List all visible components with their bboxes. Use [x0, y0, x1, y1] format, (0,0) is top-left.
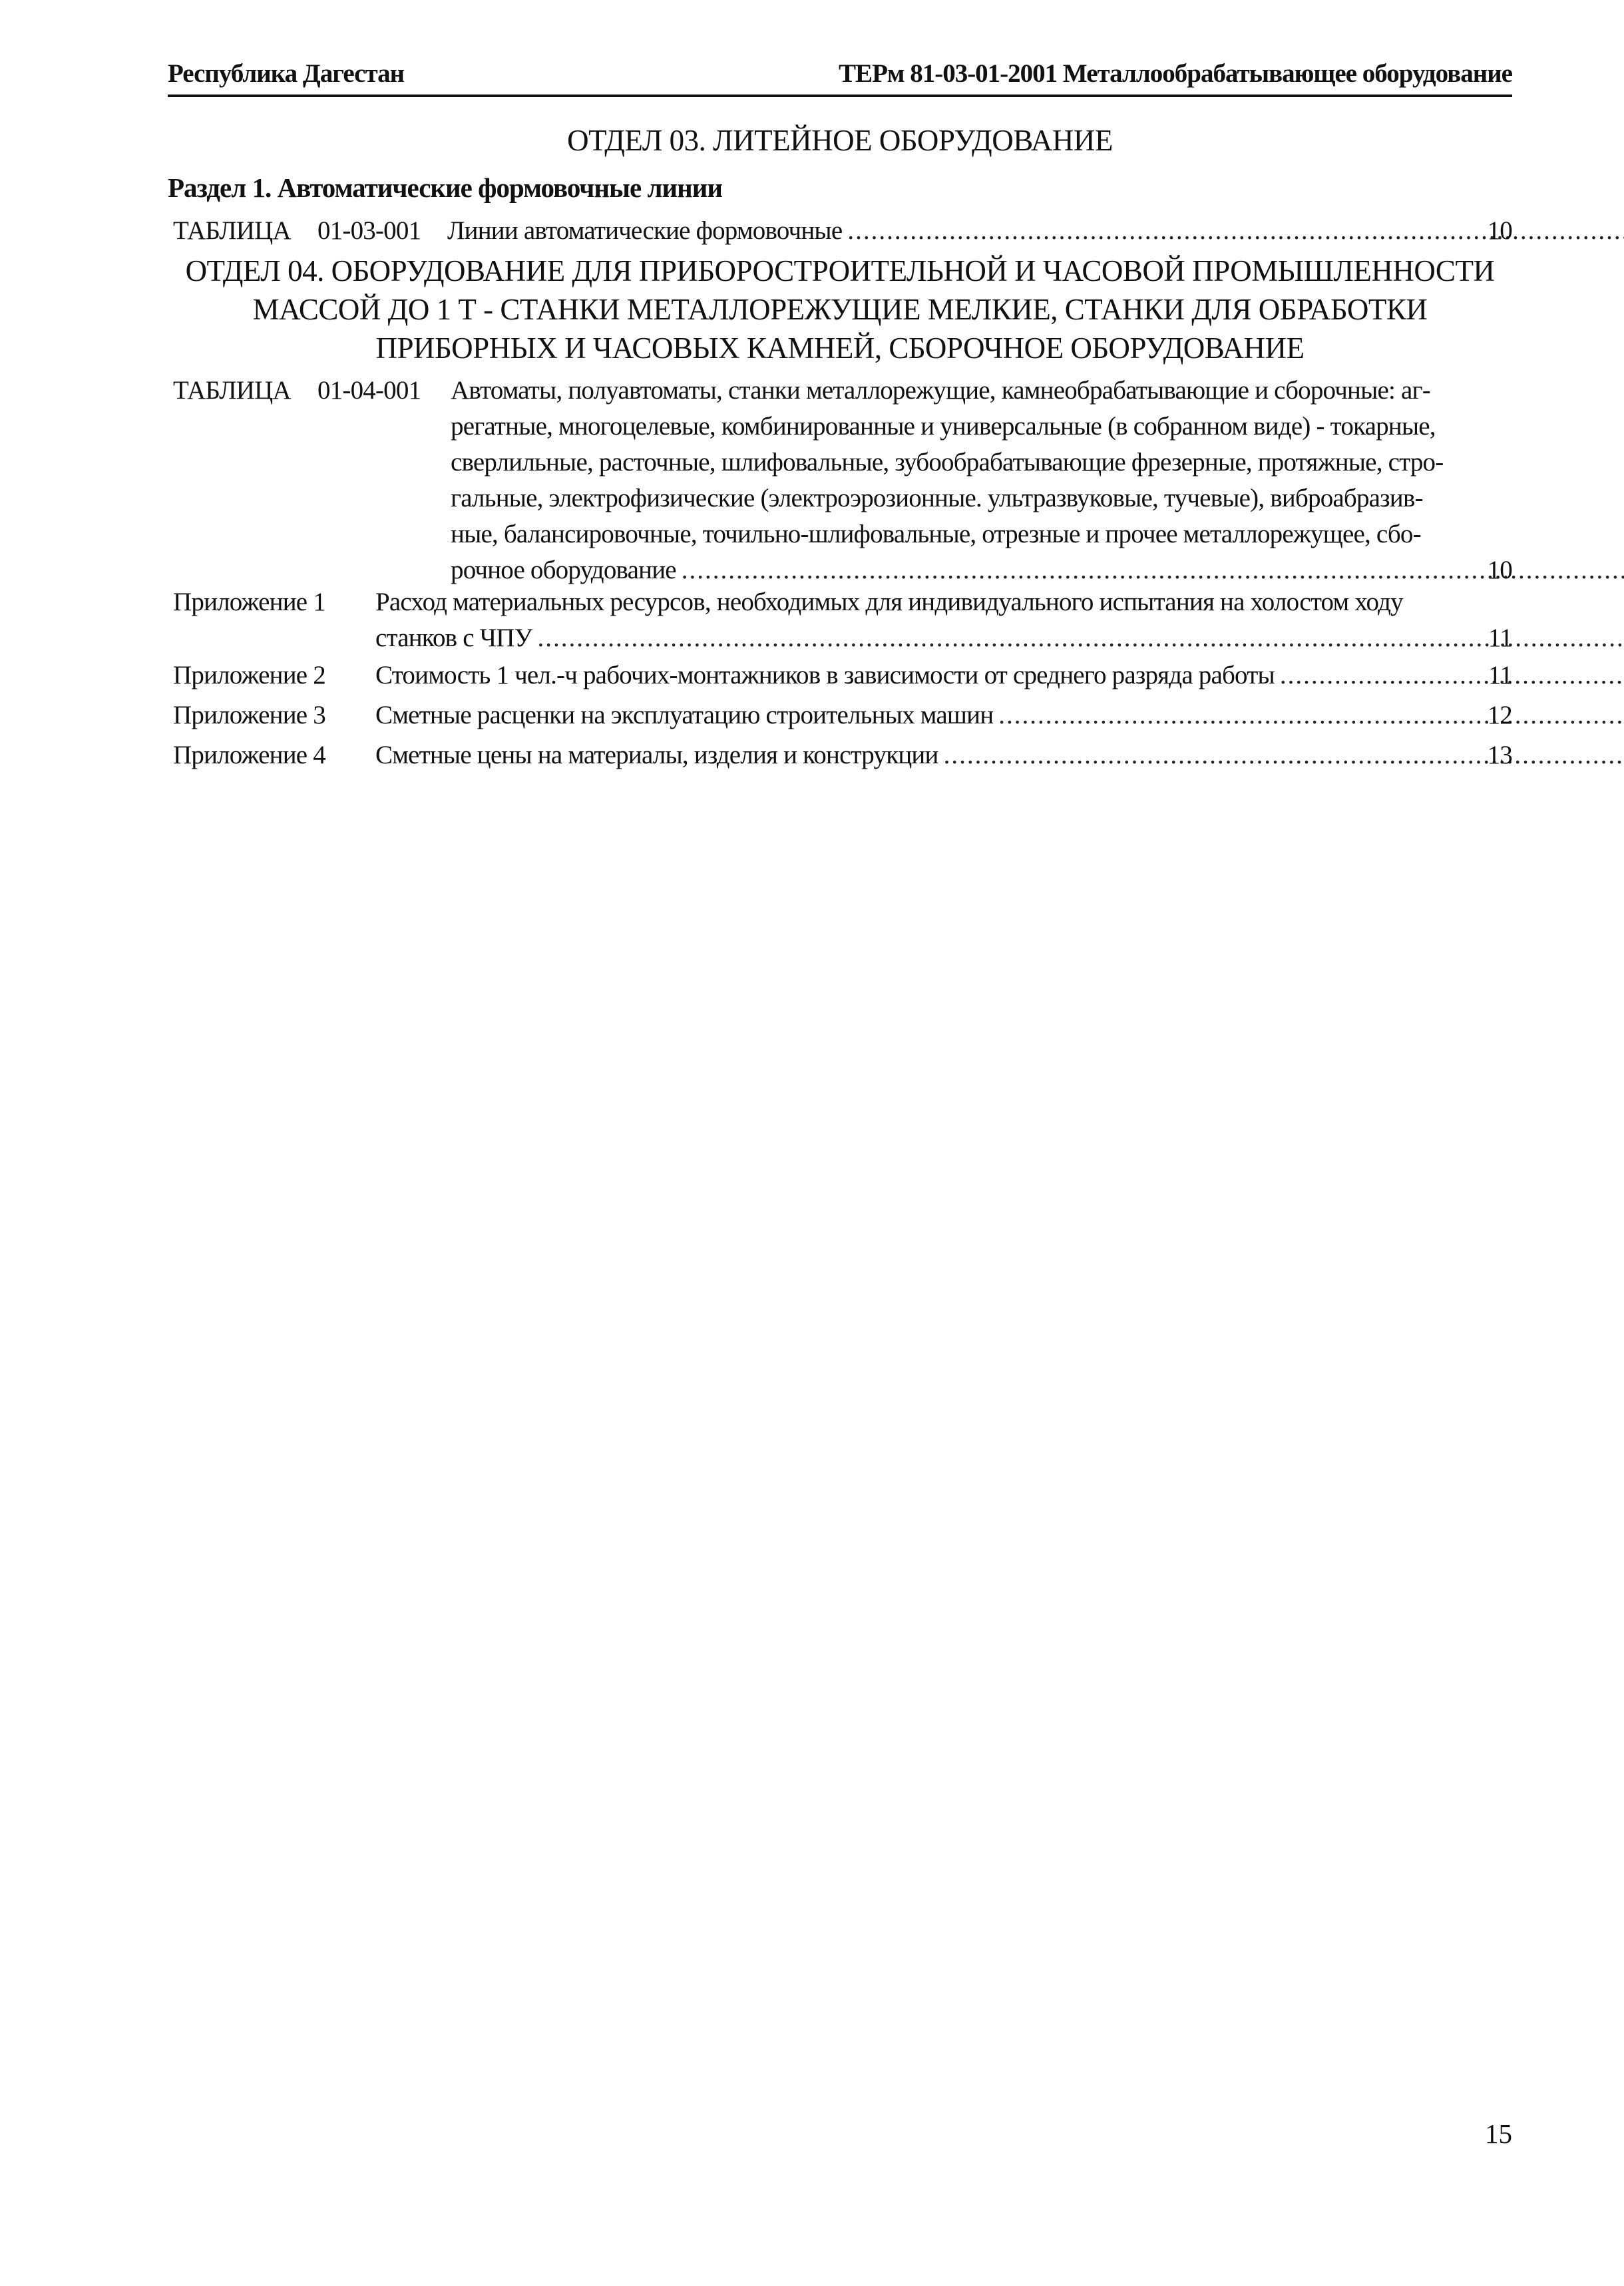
dept-04-title	[168, 252, 1512, 367]
toc-entry-text	[451, 373, 1624, 588]
toc-entry-line: Расход материальных ресурсов, необходимых для индивидуального испытания на холостом ходу	[375, 588, 1403, 616]
dot-leader	[537, 620, 1624, 656]
toc-entry-label: ТАБЛИЦА	[173, 216, 291, 245]
toc-entry-code: 01-03-001	[317, 216, 421, 245]
appendix-label: Приложение 2	[173, 661, 325, 689]
toc-entry-page: 12	[1487, 701, 1512, 729]
appendix-label: Приложение 1	[173, 588, 325, 616]
toc-entry-page: 11	[1488, 661, 1512, 689]
header-document-title: ТЕРм 81-03-01-2001 Металлообрабатывающее оборудование	[839, 59, 1512, 88]
toc-entry-line	[451, 552, 1624, 588]
toc-entry-title: Стоимость 1 чел.-ч рабочих-монтажников в зависимости от среднего разряда работы	[375, 661, 1275, 689]
toc-entry-appendix-1[interactable]	[168, 584, 1512, 656]
toc-entry-title: Сметные цены на материалы, изделия и конструкции	[375, 741, 938, 769]
dept-03-title: ОТДЕЛ 03. ЛИТЕЙНОЕ ОБОРУДОВАНИЕ	[567, 124, 1113, 157]
dept-04-title-line: ОТДЕЛ 04. ОБОРУДОВАНИЕ ДЛЯ ПРИБОРОСТРОИТЕЛЬНОЙ И ЧАСОВОЙ ПРОМЫШЛЕННОСТИ	[185, 254, 1495, 287]
toc-entry-appendix-3[interactable]	[168, 697, 1512, 733]
toc-entry-page: 10	[1487, 216, 1512, 245]
toc-entry-line: ные, балансировочные, точильно-шлифовальные, отрезные и прочее металлорежущее, сбо-	[451, 520, 1421, 548]
toc-entry-title: Линии автоматические формовочные	[447, 216, 843, 245]
toc-entry-line: Автоматы, полуавтоматы, станки металлорежущие, камнеобрабатывающие и сборочные: аг-	[451, 376, 1430, 405]
toc-entry-table-01-04-001[interactable]	[168, 373, 1512, 588]
toc-entry-title: рочное оборудование	[451, 556, 676, 584]
toc-entry-code: 01-04-001	[317, 376, 421, 405]
dot-leader	[944, 737, 1624, 773]
toc-entry-line	[375, 697, 1624, 733]
dot-leader	[1280, 658, 1624, 693]
toc-entry-page: 10	[1487, 556, 1512, 584]
toc-entry-line	[375, 658, 1624, 693]
header-region: Республика Дагестан	[168, 59, 405, 88]
toc-entry-label: ТАБЛИЦА	[173, 376, 291, 405]
toc-entry-title: станков с ЧПУ	[375, 624, 532, 652]
toc-entry-line	[375, 620, 1624, 656]
dept-04-title-line: МАССОЙ ДО 1 Т - СТАНКИ МЕТАЛЛОРЕЖУЩИЕ МЕЛКИЕ, СТАНКИ ДЛЯ ОБРАБОТКИ	[252, 293, 1428, 326]
toc-entry-line: регатные, многоцелевые, комбинированные и универсальные (в собранном виде) - токарные,	[451, 412, 1436, 441]
running-header	[168, 52, 1512, 97]
toc-entry-title: Сметные расценки на эксплуатацию строительных машин	[375, 701, 994, 729]
toc-entry-table-01-03-001[interactable]	[168, 213, 1512, 249]
toc-entry-line: гальные, электрофизические (электроэрозионные. ультразвуковые, тучевые), виброабразив-	[451, 484, 1423, 512]
toc-entry-text	[375, 658, 1624, 693]
dept-04-title-line: ПРИБОРНЫХ И ЧАСОВЫХ КАМНЕЙ, СБОРОЧНОЕ ОБОРУДОВАНИЕ	[375, 331, 1305, 365]
toc-entry-page: 13	[1487, 741, 1512, 769]
toc-entry-line: сверлильные, расточные, шлифовальные, зубообрабатывающие фрезерные, протяжные, стро-	[451, 448, 1444, 476]
toc-entry-text	[375, 737, 1624, 773]
toc-entry-text	[375, 697, 1624, 733]
toc-entry-appendix-4[interactable]	[168, 737, 1512, 773]
toc-entry-line	[375, 737, 1624, 773]
appendix-label: Приложение 3	[173, 701, 325, 729]
toc-entry-text	[447, 213, 1624, 249]
page-number: 15	[1485, 2118, 1512, 2149]
toc-entry-appendix-2[interactable]	[168, 658, 1512, 693]
section-title: Раздел 1. Автоматические формовочные линии	[168, 172, 722, 203]
appendix-label: Приложение 4	[173, 741, 325, 769]
dot-leader	[998, 697, 1624, 733]
toc-entry-text	[375, 584, 1624, 656]
toc-entry-page: 11	[1488, 624, 1512, 652]
toc-entry-line	[447, 213, 1624, 249]
